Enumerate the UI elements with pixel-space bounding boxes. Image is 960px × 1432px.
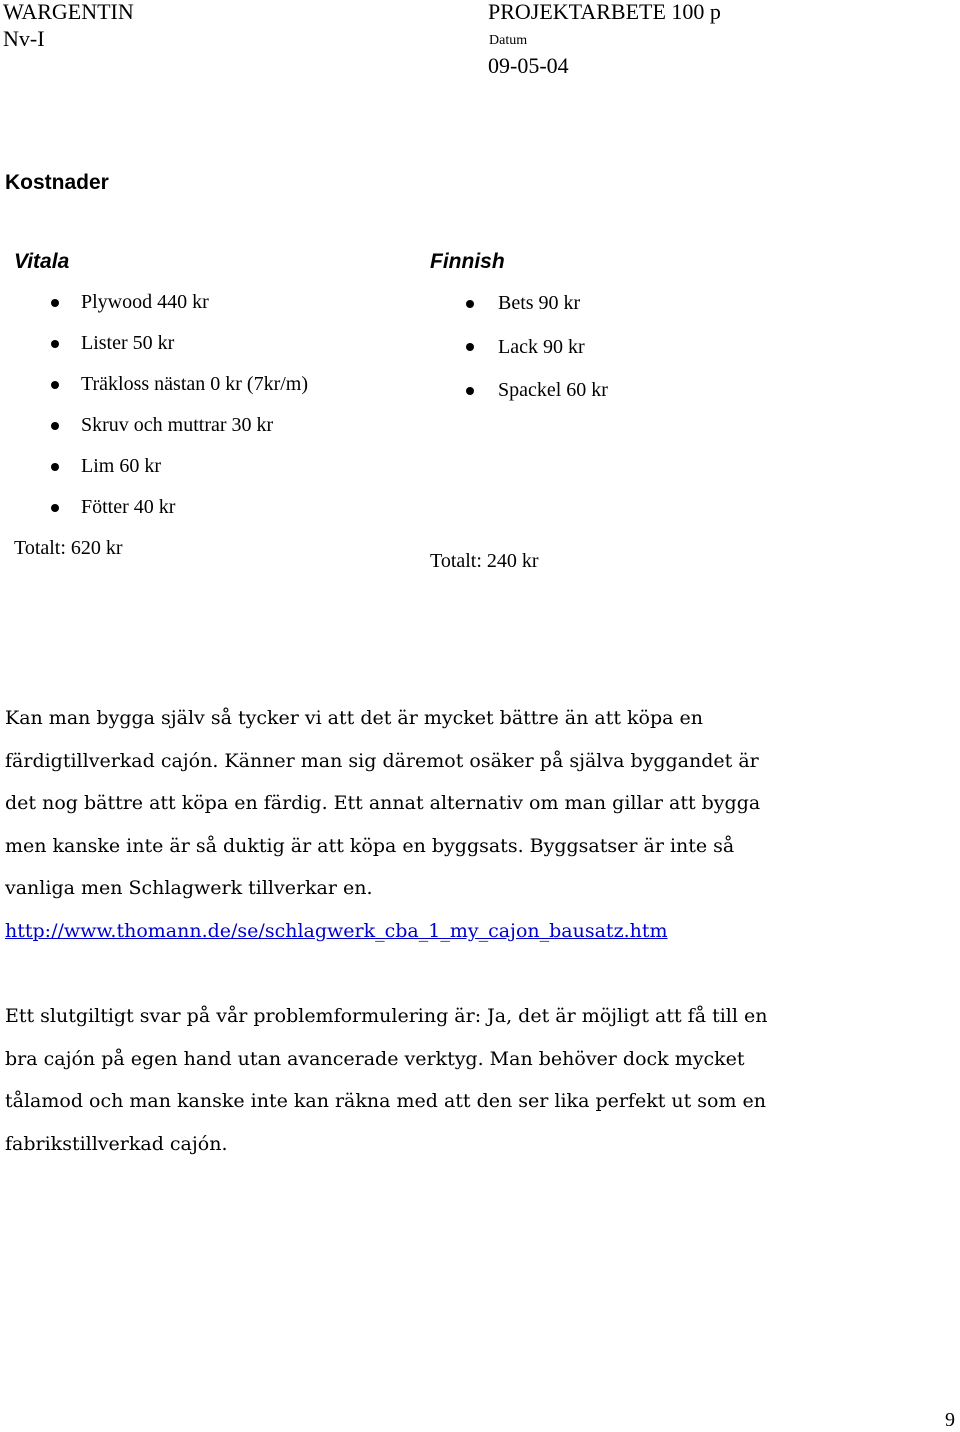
- header-organization: WARGENTIN: [3, 0, 134, 24]
- header-date-value: 09-05-04: [488, 53, 569, 78]
- vitala-title: Vitala: [14, 250, 70, 273]
- page-number: 9: [945, 1409, 955, 1431]
- list-item: [14, 282, 308, 323]
- list-item: [14, 364, 308, 405]
- finnish-cost-list: [430, 282, 608, 413]
- body-paragraph-1: Kan man bygga själv så tycker vi att det är mycket bättre än att köpa en färdigtillverkad cajón. Känner man sig däremot osäker på själva byggandet är det nog bättre att köpa en färdig. Ett annat alternativ om man gillar att bygga men kanske inte är så duktig är att köpa en byggsats. Byggsatser är inte så vanliga men Schlagwerk tillverkar en.: [5, 707, 761, 900]
- list-item-label: Fötter 40 kr: [81, 496, 176, 518]
- bullet-icon: [51, 299, 59, 307]
- vitala-cost-list: [14, 282, 308, 528]
- header-project-title: PROJEKTARBETE 100 p: [488, 0, 721, 24]
- list-item-label: Träkloss nästan 0 kr (7kr/m): [81, 373, 309, 395]
- list-item: [430, 369, 608, 413]
- bullet-icon: [51, 504, 59, 512]
- bullet-icon: [51, 463, 59, 471]
- bullet-icon: [466, 343, 474, 351]
- vitala-total: Totalt: 620 kr: [14, 537, 123, 559]
- list-item-label: Spackel 60 kr: [498, 379, 608, 401]
- list-item-label: Lim 60 kr: [81, 455, 161, 477]
- list-item: [14, 487, 308, 528]
- list-item: [14, 446, 308, 487]
- bullet-icon: [51, 340, 59, 348]
- body-paragraph-2: Ett slutgiltigt svar på vår problemformulering är: Ja, det är möjligt att få till en bra cajón på egen hand utan avancerade verktyg. Man behöver dock mycket tålamod och man kanske inte kan räkna med att den ser lika perfekt ut som en fabrikstillverkad cajón.: [5, 1005, 768, 1155]
- finnish-total: Totalt: 240 kr: [430, 550, 539, 572]
- list-item-label: Plywood 440 kr: [81, 291, 209, 313]
- list-item: [430, 282, 608, 326]
- section-heading: Kostnader: [5, 171, 109, 194]
- list-item: [430, 326, 608, 370]
- thomann-link[interactable]: http://www.thomann.de/se/schlagwerk_cba_1_my_cajon_bausatz.htm: [5, 920, 668, 942]
- list-item-label: Bets 90 kr: [498, 292, 581, 314]
- list-item: [14, 323, 308, 364]
- list-item-label: Lister 50 kr: [81, 332, 175, 354]
- bullet-icon: [466, 300, 474, 308]
- list-item-label: Lack 90 kr: [498, 335, 585, 358]
- list-item-label: Skruv och muttrar 30 kr: [81, 414, 274, 436]
- finnish-title: Finnish: [430, 250, 505, 273]
- bullet-icon: [51, 422, 59, 430]
- list-item: [14, 405, 308, 446]
- header-date-label: Datum: [489, 33, 528, 48]
- bullet-icon: [466, 387, 474, 395]
- header-department: Nv-I: [3, 26, 45, 51]
- bullet-icon: [51, 381, 59, 389]
